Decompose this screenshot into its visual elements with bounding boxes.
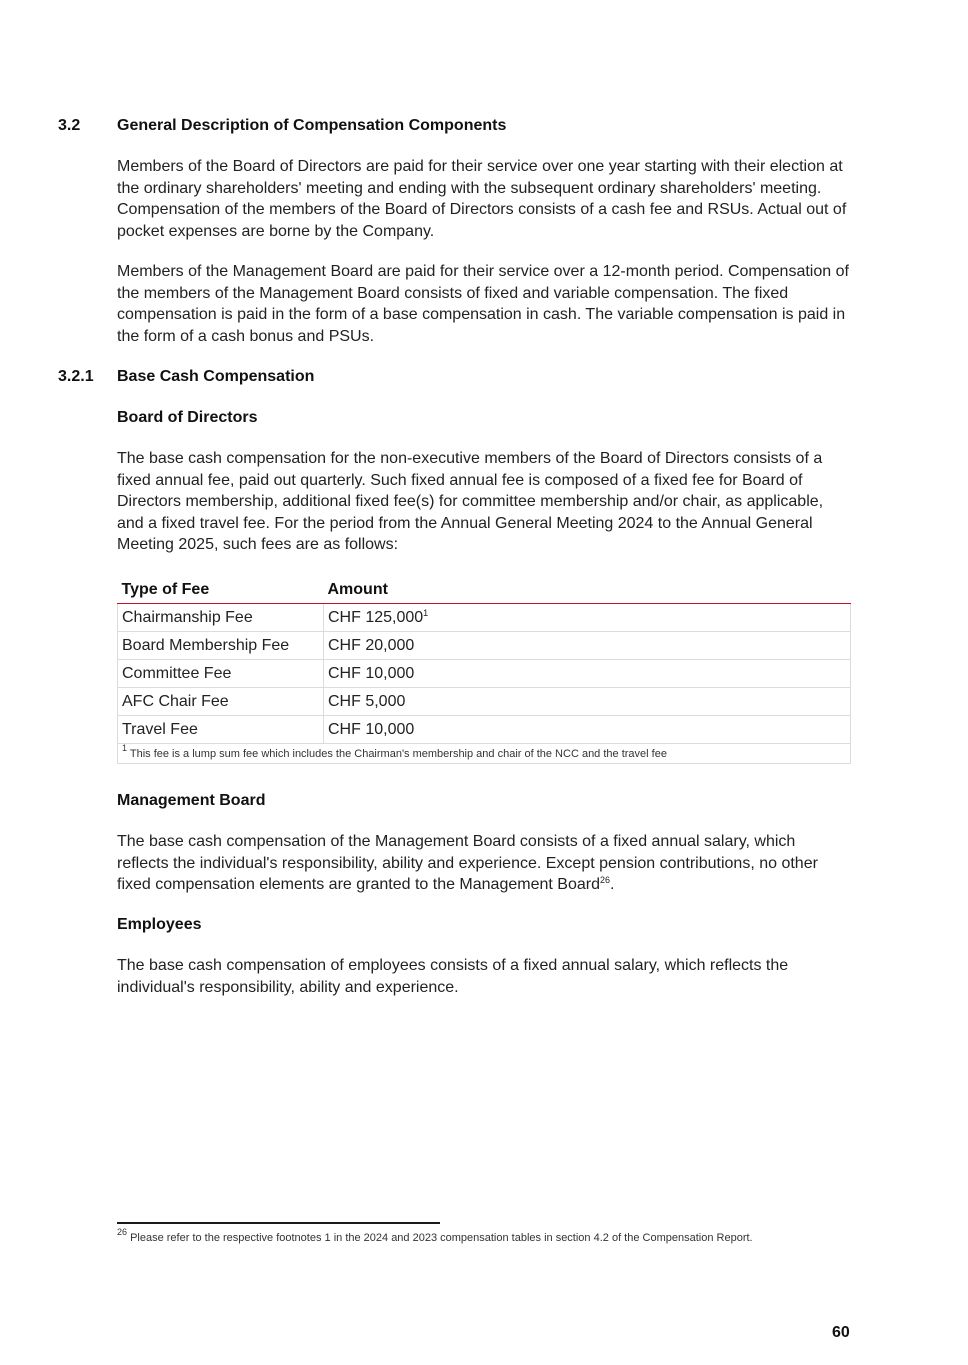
fee-amount-cell: CHF 20,000	[324, 632, 851, 660]
paragraph-board-fees	[117, 448, 847, 556]
paragraph-text: Members of the Management Board are paid for their service over a 12-month period. Compensation of the members of the Management Board consists of fixed and variable compensation. The fixed compensation is paid in the form of a base compensation in cash. The variable compensation is paid in the form of a cash bonus and PSUs.	[117, 263, 849, 345]
paragraph-management-compensation	[117, 831, 837, 896]
fee-amount-cell: CHF 5,000	[324, 688, 851, 716]
paragraph-end: .	[609, 876, 615, 893]
footnote-text: Please refer to the respective footnotes 1 in the 2024 and 2023 compensation tables in section 4.2 of the Compensation Report.	[130, 1232, 753, 1244]
column-header-amount: Amount	[324, 577, 851, 604]
footnote-divider	[117, 1222, 440, 1224]
table-row	[118, 604, 851, 632]
fee-amount-value: CHF 125,000	[328, 608, 424, 626]
subheading-management-board: Management Board	[117, 792, 266, 809]
paragraph-text: Members of the Board of Directors are paid for their service over one year starting with their election at the ordinary shareholders' meeting and ending with the subsequent ordinary shareholders' meeting. Compensation of the members of the Board of Directors consists of a cash fee and RSUs. Actual out of pocket expenses are borne by the Company.	[117, 158, 847, 240]
table-note-row	[118, 744, 851, 764]
table-row	[118, 716, 851, 744]
fee-amount-cell	[324, 604, 851, 632]
paragraph-text: The base cash compensation for the non-executive members of the Board of Directors consists of a fixed annual fee, paid out quarterly. Such fixed annual fee is composed of a fixed fee for Board of Directors membership, additional fixed fee(s) for committee membership and/or chair, as applicable, and a fixed travel fee. For the period from the Annual General Meeting 2024 to the Annual General Meeting 2025, such fees are as follows:	[117, 450, 824, 553]
paragraph-text: The base cash compensation of employees consists of a fixed annual salary, which reflects the individual's responsibility, ability and experience.	[117, 957, 789, 996]
subheading-board-of-directors: Board of Directors	[117, 409, 258, 426]
section-title-3-2: General Description of Compensation Components	[117, 117, 507, 134]
fee-amount-cell: CHF 10,000	[324, 660, 851, 688]
table-note-cell	[118, 744, 851, 764]
fee-type-cell: Travel Fee	[118, 716, 324, 744]
paragraph-text	[117, 831, 837, 896]
page-footnote	[117, 1227, 753, 1245]
table-note-text: This fee is a lump sum fee which includes the Chairman's membership and chair of the NCC and the travel fee	[129, 747, 667, 760]
paragraph-board-service	[117, 156, 857, 242]
fee-type-cell: AFC Chair Fee	[118, 688, 324, 716]
table-header-row	[118, 577, 851, 604]
table-row	[118, 660, 851, 688]
fee-amount-cell: CHF 10,000	[324, 716, 851, 744]
footnote-marker: 1	[423, 607, 429, 618]
fee-type-cell: Chairmanship Fee	[118, 604, 324, 632]
fee-type-cell: Board Membership Fee	[118, 632, 324, 660]
column-header-type: Type of Fee	[118, 577, 324, 604]
section-number-3-2-1: 3.2.1	[58, 368, 94, 385]
footnote-reference: 26	[599, 875, 610, 885]
fee-table	[117, 577, 851, 764]
table-row	[118, 688, 851, 716]
page-number: 60	[832, 1324, 850, 1341]
fee-type-cell: Committee Fee	[118, 660, 324, 688]
table-row	[118, 632, 851, 660]
paragraph-employee-compensation	[117, 955, 837, 998]
footnote-marker: 26	[117, 1227, 128, 1237]
footnote-marker: 1	[122, 742, 128, 753]
section-number-3-2: 3.2	[58, 117, 81, 134]
section-title-3-2-1: Base Cash Compensation	[117, 368, 315, 385]
subheading-employees: Employees	[117, 916, 202, 933]
paragraph-management-service	[117, 261, 857, 347]
paragraph-body: The base cash compensation of the Management Board consists of a fixed annual salary, which reflects the individual's responsibility, ability and experience. Except pension contributions, no other fixed compensation elements are granted to the Management Board	[117, 833, 818, 893]
